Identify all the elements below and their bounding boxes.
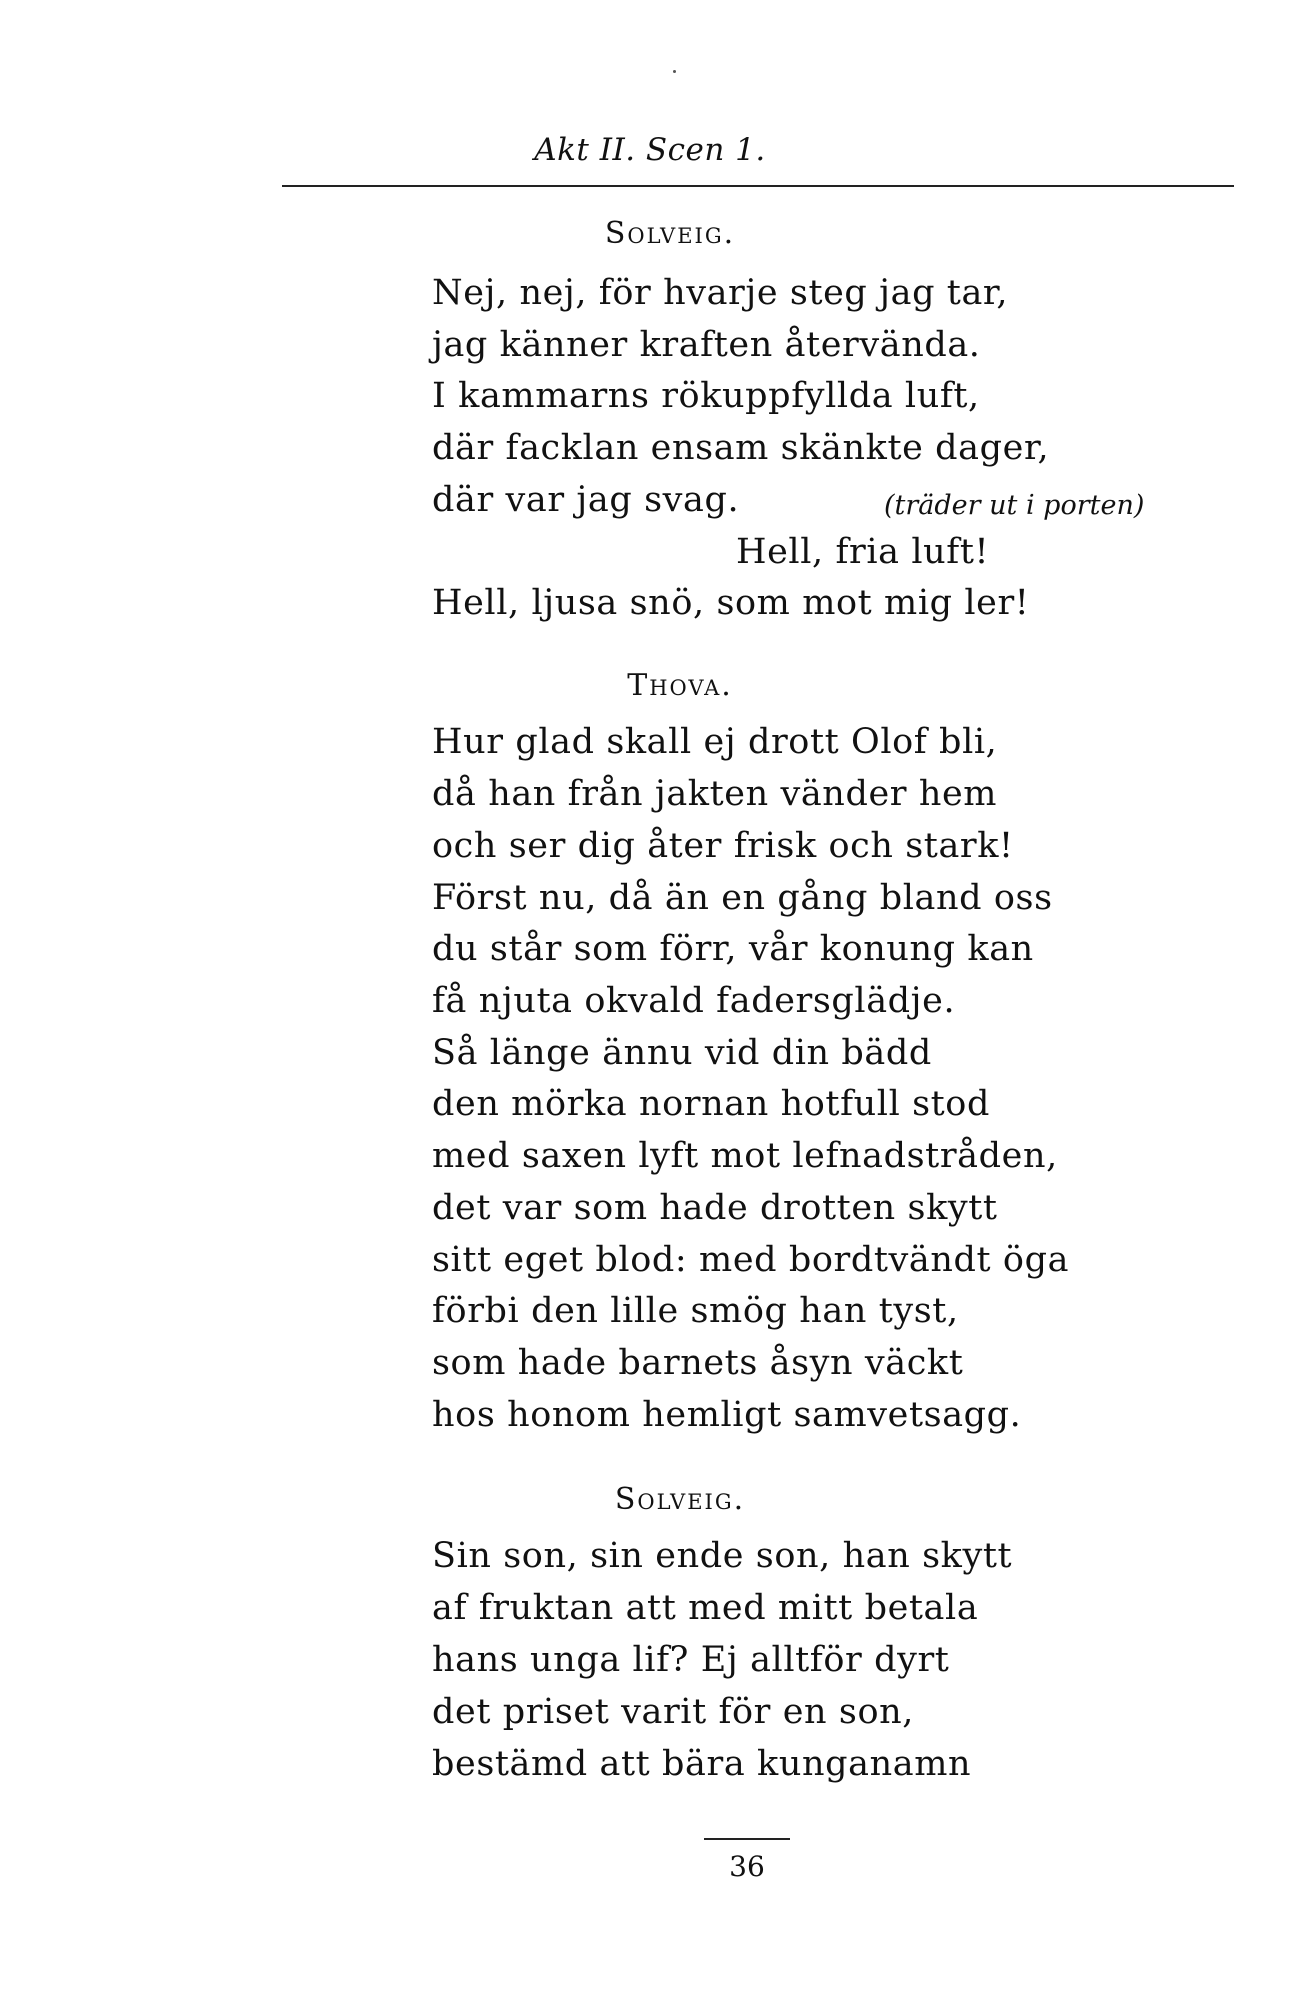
running-title: Akt II. Scen 1. bbox=[534, 132, 766, 168]
verse-line: I kammarns rökuppfyllda luft, bbox=[432, 376, 980, 416]
verse-line: som hade barnets åsyn väckt bbox=[432, 1343, 964, 1383]
footer-rule bbox=[704, 1838, 790, 1840]
verse-line: och ser dig åter frisk och stark! bbox=[432, 826, 1014, 866]
verse-line: Hur glad skall ej drott Olof bli, bbox=[432, 722, 998, 762]
verse-line: du står som förr, vår konung kan bbox=[432, 929, 1034, 969]
verse-line: Hell, ljusa snö, som mot mig ler! bbox=[432, 583, 1030, 623]
verse-line: där var jag svag. bbox=[432, 480, 740, 520]
verse-line: af fruktan att med mitt betala bbox=[432, 1588, 979, 1628]
verse-line: den mörka nornan hotfull stod bbox=[432, 1084, 990, 1124]
verse-line: få njuta okvald fadersglädje. bbox=[432, 981, 956, 1021]
verse-line: sitt eget blod: med bordtvändt öga bbox=[432, 1240, 1070, 1280]
speaker-name: Solveig. bbox=[604, 216, 736, 251]
verse-line: Nej, nej, för hvarje steg jag tar, bbox=[432, 273, 1009, 313]
verse-line: det var som hade drotten skytt bbox=[432, 1188, 998, 1228]
verse-line: det priset varit för en son, bbox=[432, 1692, 915, 1732]
verse-line: där facklan ensam skänkte dager, bbox=[432, 428, 1050, 468]
stage-direction: (träder ut i porten) bbox=[884, 490, 1145, 521]
speaker-name: Thova. bbox=[627, 668, 733, 703]
verse-line: hos honom hemligt samvetsagg. bbox=[432, 1395, 1022, 1435]
verse-line: Sin son, sin ende son, han skytt bbox=[432, 1536, 1013, 1576]
header-rule bbox=[282, 185, 1234, 187]
verse-line: förbi den lille smög han tyst, bbox=[432, 1291, 959, 1331]
verse-line: Så länge ännu vid din bädd bbox=[432, 1033, 932, 1073]
print-speck bbox=[673, 70, 676, 73]
verse-line: då han från jakten vänder hem bbox=[432, 774, 998, 814]
verse-line: Hell, fria luft! bbox=[736, 532, 990, 572]
verse-line: jag känner kraften återvända. bbox=[432, 325, 981, 365]
verse-line: med saxen lyft mot lefnadstråden, bbox=[432, 1136, 1058, 1176]
speaker-name: Solveig. bbox=[614, 1482, 746, 1517]
verse-line: hans unga lif? Ej alltför dyrt bbox=[432, 1640, 950, 1680]
verse-line: Först nu, då än en gång bland oss bbox=[432, 878, 1053, 918]
verse-line: bestämd att bära kunganamn bbox=[432, 1744, 972, 1784]
page-number: 36 bbox=[729, 1850, 765, 1883]
